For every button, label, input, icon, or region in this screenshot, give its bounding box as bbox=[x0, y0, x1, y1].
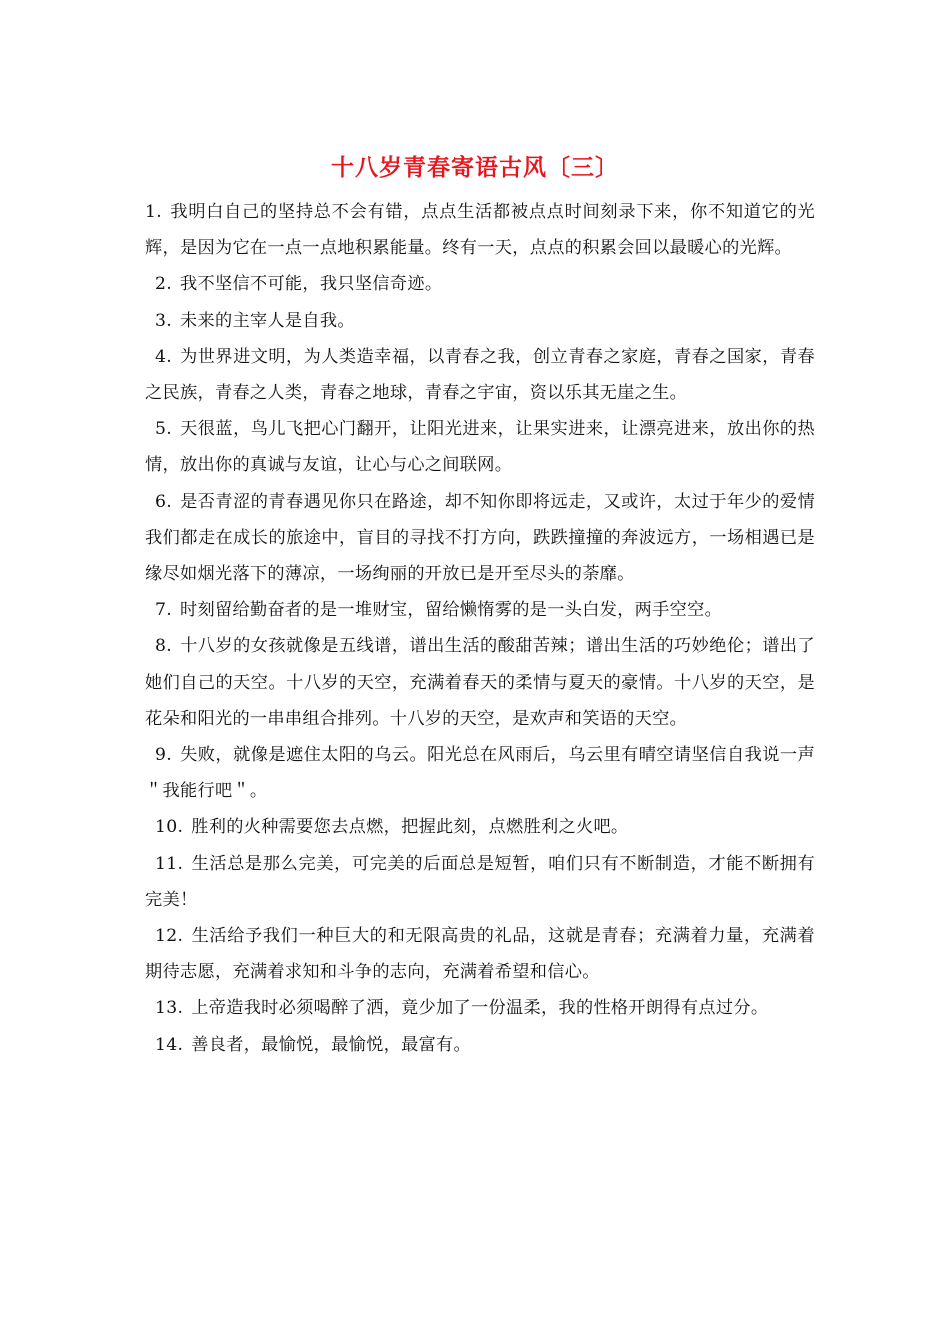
item-number: 13. bbox=[155, 998, 184, 1019]
document-title: 十八岁青春寄语古风〔三〕 bbox=[331, 154, 619, 181]
item-text: 胜利的火种需要您去点燃，把握此刻，点燃胜利之火吧。 bbox=[191, 817, 629, 838]
item-text: 十八岁的女孩就像是五线谱，谱出生活的酸甜苦辣；谱出生活的巧妙绝伦；谱出了她们自己的天空。十八岁的天空，充满着春天的柔情与夏天的豪情。十八岁的天空，是花朵和阳光的一串串组合排列。十八岁的天空，是欢声和笑语的天空。 bbox=[145, 636, 815, 729]
item-text: 我不坚信不可能，我只坚信奇迹。 bbox=[180, 274, 443, 295]
item-number: 5. bbox=[155, 419, 172, 440]
item-number: 14. bbox=[155, 1034, 184, 1055]
list-item bbox=[145, 809, 815, 845]
item-number: 8. bbox=[155, 636, 172, 657]
list-item bbox=[145, 990, 815, 1026]
item-number: 10. bbox=[155, 817, 184, 838]
item-text: 失败，就像是遮住太阳的乌云。阳光总在风雨后，乌云里有晴空请坚信自我说一声＂我能行吧＂。 bbox=[145, 745, 815, 802]
list-item bbox=[145, 737, 815, 809]
item-number: 11. bbox=[155, 853, 184, 874]
item-number: 4. bbox=[155, 346, 172, 367]
item-number: 9. bbox=[155, 745, 172, 766]
list-item bbox=[145, 266, 815, 302]
item-text: 我明白自己的坚持总不会有错，点点生活都被点点时间刻录下来，你不知道它的光辉，是因为它在一点一点地积累能量。终有一天，点点的积累会回以最暖心的光辉。 bbox=[145, 202, 815, 259]
list-item bbox=[145, 628, 815, 737]
item-text: 未来的主宰人是自我。 bbox=[180, 310, 355, 331]
document-body bbox=[145, 194, 815, 1063]
list-item bbox=[145, 592, 815, 628]
item-text: 生活总是那么完美，可完美的后面总是短暂，咱们只有不断制造，才能不断拥有完美！ bbox=[145, 853, 815, 910]
item-number: 12. bbox=[155, 926, 184, 947]
list-item bbox=[145, 1027, 815, 1063]
list-item bbox=[145, 303, 815, 339]
item-text: 生活给予我们一种巨大的和无限高贵的礼品，这就是青春；充满着力量，充满着期待志愿，充满着求知和斗争的志向，充满着希望和信心。 bbox=[145, 926, 815, 983]
item-text: 时刻留给勤奋者的是一堆财宝，留给懒惰雾的是一头白发，两手空空。 bbox=[180, 600, 723, 621]
item-text: 为世界进文明，为人类造幸福，以青春之我，创立青春之家庭，青春之国家，青春之民族，青春之人类，青春之地球，青春之宇宙，资以乐其无崖之生。 bbox=[145, 346, 815, 404]
list-item bbox=[145, 194, 815, 266]
item-number: 2. bbox=[155, 274, 172, 295]
list-item bbox=[145, 411, 815, 483]
list-item bbox=[145, 846, 815, 918]
list-item bbox=[145, 484, 815, 593]
item-number: 3. bbox=[155, 310, 172, 331]
item-text: 天很蓝，鸟儿飞把心门翻开，让阳光进来，让果实进来，让漂亮进来，放出你的热情，放出你的真诚与友谊，让心与心之间联网。 bbox=[145, 419, 815, 476]
item-text: 上帝造我时必须喝醉了洒，竟少加了一份温柔，我的性格开朗得有点过分。 bbox=[191, 998, 769, 1019]
list-item bbox=[145, 339, 815, 411]
item-text: 善良者，最愉悦，最愉悦，最富有。 bbox=[191, 1034, 472, 1055]
item-number: 7. bbox=[155, 600, 172, 621]
item-number: 6. bbox=[155, 491, 172, 512]
item-text: 是否青涩的青春遇见你只在路途，却不知你即将远走，又或许，太过于年少的爱情我们都走在成长的旅途中，盲目的寻找不打方向，跌跌撞撞的奔波远方，一场相遇已是缘尽如烟光落下的薄凉，一场绚丽的开放已是开至尽头的荼靡。 bbox=[145, 491, 815, 585]
item-number: 1. bbox=[145, 202, 162, 222]
list-item bbox=[145, 918, 815, 990]
